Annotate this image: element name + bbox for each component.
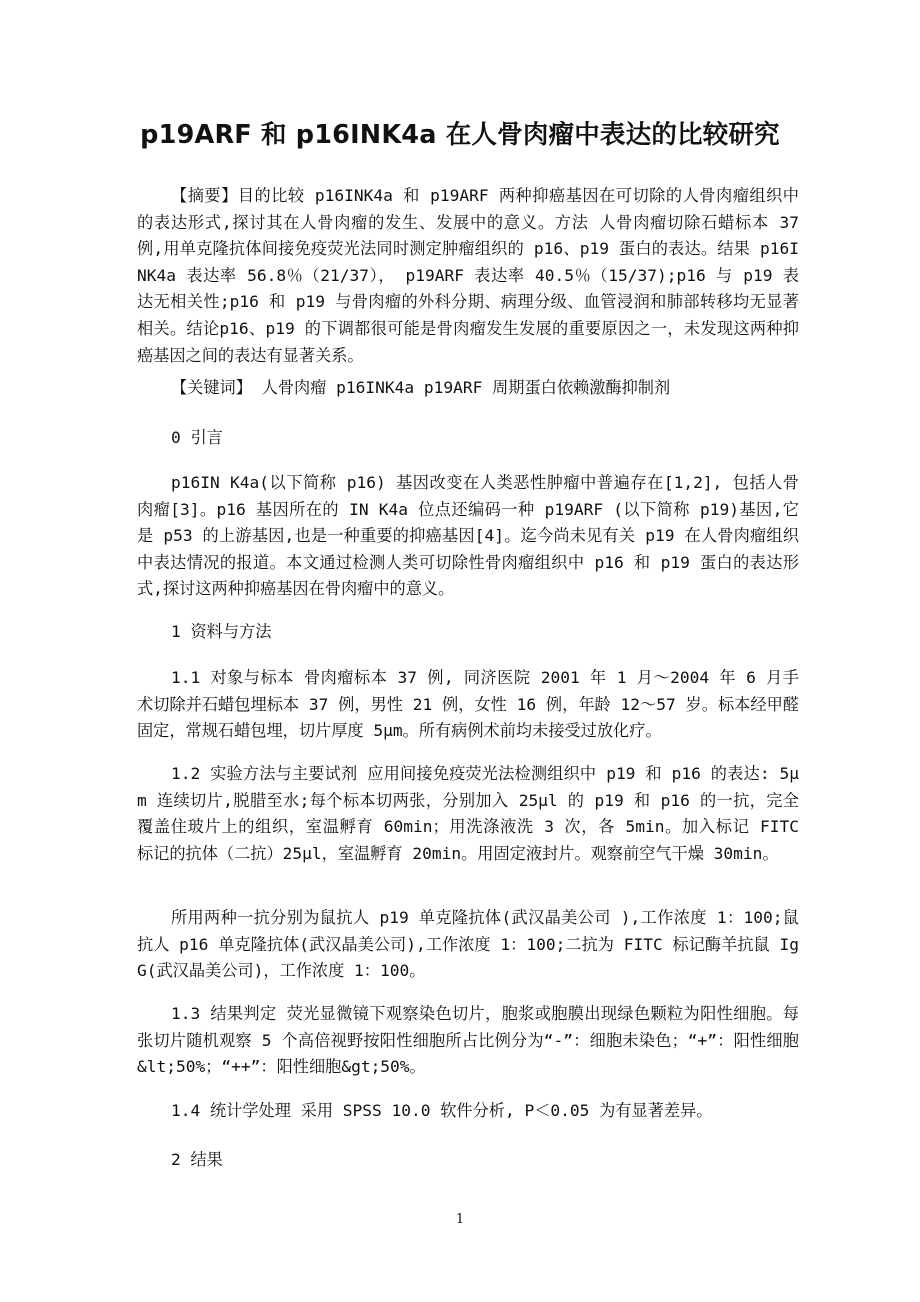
abstract-paragraph: 【摘要】目的比较 p16INK4a 和 p19ARF 两种抑癌基因在可切除的人骨肉瘤组织中的表达形式,探讨其在人骨肉瘤的发生、发展中的意义。方法 人骨肉瘤切除石蜡标本 37 例,用单克隆抗体间接免疫荧光法同时测定肿瘤组织的 p16、p19 蛋白的表达。结果 p16INK4a 表达率 56.8％（21/37）， p19ARF 表达率 40.5％（15/37);p16 与 p19 表达无相关性;p16 和 p19 与骨肉瘤的外科分期、病理分级、血管浸润和肺部转移均无显著相关。结论p16、p19 的下调都很可能是骨肉瘤发生发展的重要原因之一，未发现这两种抑癌基因之间的表达有显著关系。: [137, 186, 799, 365]
subsection-1-3-paragraph: 1.3 结果判定 荧光显微镜下观察染色切片，胞浆或胞膜出现绿色颗粒为阳性细胞。每张切片随机观察 5 个高倍视野按阳性细胞所占比例分为“-”：细胞未染色；“+”：阳性细胞&lt;50%；“++”：阳性细胞&gt;50%。: [137, 1004, 799, 1077]
subsection-1-1-paragraph: 1.1 对象与标本 骨肉瘤标本 37 例, 同济医院 2001 年 1 月～2004 年 6 月手术切除并石蜡包埋标本 37 例，男性 21 例，女性 16 例，年龄 12～57 岁。标本经甲醛固定，常规石蜡包埋，切片厚度 5μm。所有病例术前均未接受过放化疗。: [137, 668, 799, 741]
introduction-paragraph: p16IN K4a(以下简称 p16) 基因改变在人类恶性肿瘤中普遍存在[1,2], 包括人骨肉瘤[3]。p16 基因所在的 IN K4a 位点还编码一种 p19ARF (以下简称 p19)基因,它是 p53 的上游基因,也是一种重要的抑癌基因[4]。迄今尚未见有关 p19 在人骨肉瘤组织中表达情况的报道。本文通过检测人类可切除性骨肉瘤组织中 p16 和 p19 蛋白的表达形式,探讨这两种抑癌基因在骨肉瘤中的意义。: [137, 473, 799, 599]
section-heading-methods: 1 资料与方法: [171, 622, 272, 641]
section-heading-introduction: 0 引言: [171, 428, 223, 447]
subsection-1-4-paragraph: 1.4 统计学处理 采用 SPSS 10.0 软件分析, P＜0.05 为有显著差异。: [171, 1101, 713, 1120]
keywords-line: 【关键词】 人骨肉瘤 p16INK4a p19ARF 周期蛋白依赖激酶抑制剂: [171, 378, 671, 397]
section-heading-results: 2 结果: [171, 1150, 223, 1169]
reagents-paragraph: 所用两种一抗分别为鼠抗人 p19 单克隆抗体(武汉晶美公司 ),工作浓度 1：100;鼠抗人 p16 单克隆抗体(武汉晶美公司),工作浓度 1：100;二抗为 FITC 标记酶羊抗鼠 IgG(武汉晶美公司)，工作浓度 1：100。: [137, 908, 799, 981]
paper-title: p19ARF 和 p16INK4a 在人骨肉瘤中表达的比较研究: [140, 120, 780, 150]
page-number: 1: [455, 1212, 465, 1227]
subsection-1-2-paragraph: 1.2 实验方法与主要试剂 应用间接免疫荧光法检测组织中 p19 和 p16 的表达: 5μm 连续切片,脱腊至水;每个标本切两张，分别加入 25μl 的 p19 和 p16 的一抗，完全覆盖住玻片上的组织，室温孵育 60min；用洗涤液洗 3 次，各 5min。加入标记 FITC 标记的抗体（二抗）25μl，室温孵育 20min。用固定液封片。观察前空气干燥 30min。: [137, 764, 799, 863]
